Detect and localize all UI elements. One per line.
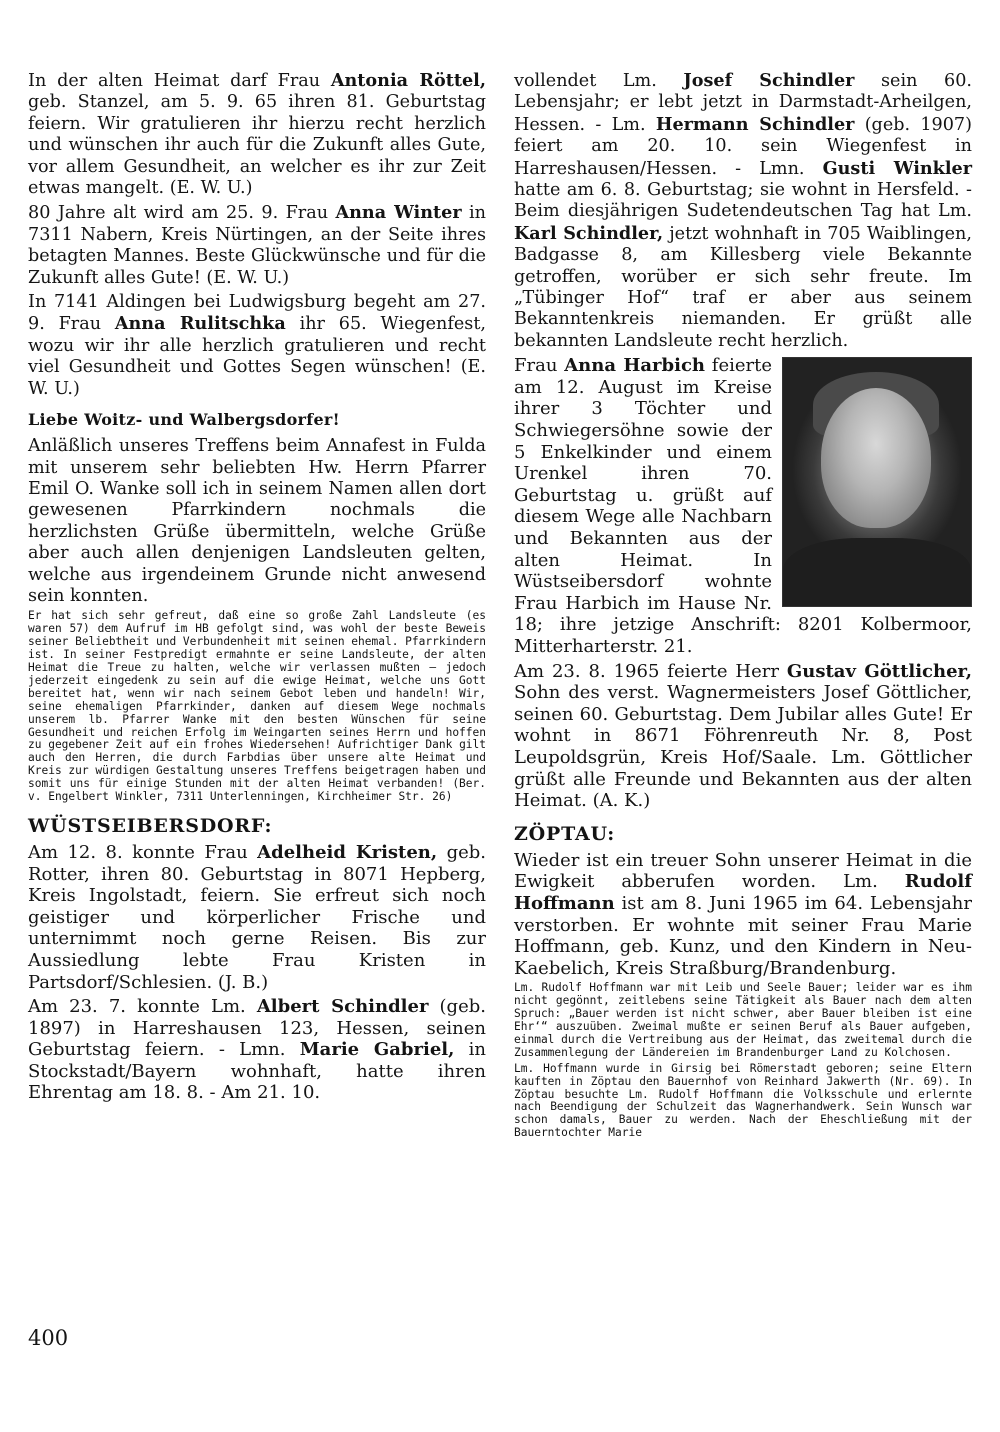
section-heading-zoeptau: ZÖPTAU: <box>514 822 616 845</box>
right-column <box>514 70 972 1140</box>
article-roettel: In der alten Heimat darf Frau Antonia Röttel, geb. Stanzel, am 5. 9. 65 ihren 81. Geburtstag feiern. Wir gratulieren ihr hierzu recht herzlich und wünschen ihr auch für die Zukunft alles Gute, vor allem Gesundheit, an welcher es ihr zur Zeit etwas mangelt. (E. W. U.) <box>28 70 486 199</box>
article-schindler-gabriel: Am 23. 7. konnte Lm. Albert Schindler (geb. 1897) in Harreshausen 123, Hessen, seinen Geburtstag feiern. - Lmn. Marie Gabriel, in Stockstadt/Bayern wohnhaft, hatte ihren Ehrentag am 18. 8. - Am 21. 10. <box>28 996 486 1104</box>
article-rulitschka: In 7141 Aldingen bei Ludwigsburg begeht am 27. 9. Frau Anna Rulitschka ihr 65. Wiegenfest, wozu wir ihr alle herzlich gratulieren und recht viel Gesundheit und Gottes Segen wünschen! (E. W. U.) <box>28 292 486 399</box>
article-hoffmann: Wieder ist ein treuer Sohn unserer Heimat in die Ewigkeit abberufen worden. Lm. Rudolf Hoffmann ist am 8. Juni 1965 im 64. Lebensjahr verstorben. Er wohnte mit seiner Frau Marie Hoffmann, geb. Kunz, und den Kindern in Neu-Kaebelich, Kreis Straßburg/Brandenburg. <box>514 849 972 979</box>
page-number: 400 <box>28 1326 69 1350</box>
left-column <box>28 70 486 1104</box>
article-kristen: Am 12. 8. konnte Frau Adelheid Kristen, geb. Rotter, ihren 80. Geburtstag in 8071 Hepberg, Kreis Ingolstadt, feiern. Sie erfreut sich noch geistiger und körperlicher Frische und unternimmt noch gerne Reisen. Bis zur Aussiedlung lebte Frau Kristen in Partsdorf/Schlesien. (J. B.) <box>28 841 486 993</box>
article-schindler-family: vollendet Lm. Josef Schindler sein 60. Lebensjahr; er lebt jetzt in Darmstadt-Arheilgen, Hessen. - Lm. Hermann Schindler (geb. 1907) feiert am 20. 10. sein Wiegenfest in Harreshausen/Hessen. - Lmn. Gusti Winkler hatte am 6. 8. Geburtstag; sie wohnt in Hersfeld. - Beim diesjährigen Sudetendeutschen Tag hat Lm. Karl Schindler, jetzt wohnhaft in 705 Waiblingen, Badgasse 8, am Killesberg viele Bekannte getroffen, worüber er sich sehr freute. Im „Tübinger Hof“ traf er aber aus seinem Bekanntenkreis niemanden. Er grüßt alle bekannten Landsleute recht herzlich. <box>514 70 973 351</box>
section-heading-woitz: Liebe Woitz- und Walbergsdorfer! <box>28 410 340 430</box>
section-heading-wuestseibersdorf: WÜSTSEIBERSDORF: <box>28 814 273 837</box>
portrait-photo <box>782 357 972 607</box>
article-woitz-intro: Anläßlich unseres Treffens beim Annafest in Fulda mit unserem sehr beliebten Hw. Herrn Pfarrer Emil O. Wanke soll ich in seinem Namen allen dort gewesenen Pfarrkindern nochmals die herzlichsten Grüße übermitteln, welche Grüße aber auch allen denjenigen Landsleuten gelten, welche aus irgendeinem Grunde nicht anwesend sein konnten. <box>28 436 486 606</box>
article-goettlicher: Am 23. 8. 1965 feierte Herr Gustav Göttlicher, Sohn des verst. Wagnermeisters Josef Göttlicher, seinen 60. Geburtstag. Dem Jubilar alles Gute! Er wohnt in 8671 Föhrenreuth Nr. 8, Post Leupoldsgrün, Kreis Hof/Saale. Lm. Göttlicher grüßt alle Freunde und Bekannten aus der alten Heimat. (A. K.) <box>514 660 972 812</box>
article-woitz-report: Er hat sich sehr gefreut, daß eine so große Zahl Landsleute (es waren 57) dem Aufruf im HB gefolgt sind, was wohl der beste Beweis seiner Beliebtheit und Verbundenheit mit seinen ehemal. Pfarrkindern ist. In seiner Festpredigt ermahnte er seine Landsleute, der alten Heimat die Treue zu halten, welche wir verlassen mußten — jedoch jederzeit eingedenk zu sein auf die ewige Heimat, welche uns Gott bereitet hat, wenn wir nach seinem Gebot leben und handeln! Wir, seine ehemaligen Pfarrkinder, danken auf diesem Wege nochmals unserem lb. Pfarrer Wanke mit den besten Wünschen für seine Gesundheit und reichen Erfolg im Weingarten seines Herrn und hoffen zu gegebener Zeit auf ein frohes Wiedersehen! Aufrichtiger Dank gilt auch den Herren, die durch Farbdias über unsere alte Heimat und Kreis zur würdigen Gestaltung unseres Treffens beigetragen haben und somit uns für einige Stunden mit der alten Heimat verbanden! (Ber. v. Engelbert Winkler, 7311 Unterlenningen, Kirchheimer Str. 26) <box>28 609 487 804</box>
article-winter: 80 Jahre alt wird am 25. 9. Frau Anna Winter in 7311 Nabern, Kreis Nürtingen, an der Seite ihres betagten Mannes. Beste Glückwünsche und für die Zukunft alles Gute! (E. W. U.) <box>28 202 487 288</box>
article-hoffmann-life: Lm. Rudolf Hoffmann war mit Leib und Seele Bauer; leider war es ihm nicht gegönnt, zeitlebens seine Tätigkeit als Bauer nach dem alten Spruch: „Bauer werden ist nicht schwer, aber Bauer bleiben ist eine Ehr‘“ auszuüben. Zweimal mußte er seinen Beruf als Bauer aufgeben, einmal durch die Vertreibung aus der Heimat, das zweitemal durch die Zusammenlegung der Ländereien im Brandenburger Land zu Kolchosen. <box>514 981 973 1059</box>
article-harbich: Frau Anna Harbich feierte am 12. August im Kreise ihrer 3 Töchter und Schwiegersöhne sowie der 5 Enkelkinder und einem Urenkel ihren 70. Geburtstag u. grüßt auf diesem Wege alle Nachbarn und Bekannten aus der alten Heimat. In Wüstseibersdorf wohnte Frau Harbich im Hause Nr. 18; ihre jetzige Anschrift: 8201 Kolbermoor, Mitterharterstr. 21. <box>514 355 972 657</box>
article-hoffmann-origin: Lm. Hoffmann wurde in Girsig bei Römerstadt geboren; seine Eltern kauften in Zöptau den Bauernhof von Reinhard Jakwerth (Nr. 69). In Zöptau besuchte Lm. Rudolf Hoffmann die Volksschule und erlernte nach Beendigung der Schulzeit das Wagnerhandwerk. Sein Wunsch war schon damals, Bauer zu werden. Nach der Eheschließung mit der Bauerntochter Marie <box>514 1061 972 1140</box>
